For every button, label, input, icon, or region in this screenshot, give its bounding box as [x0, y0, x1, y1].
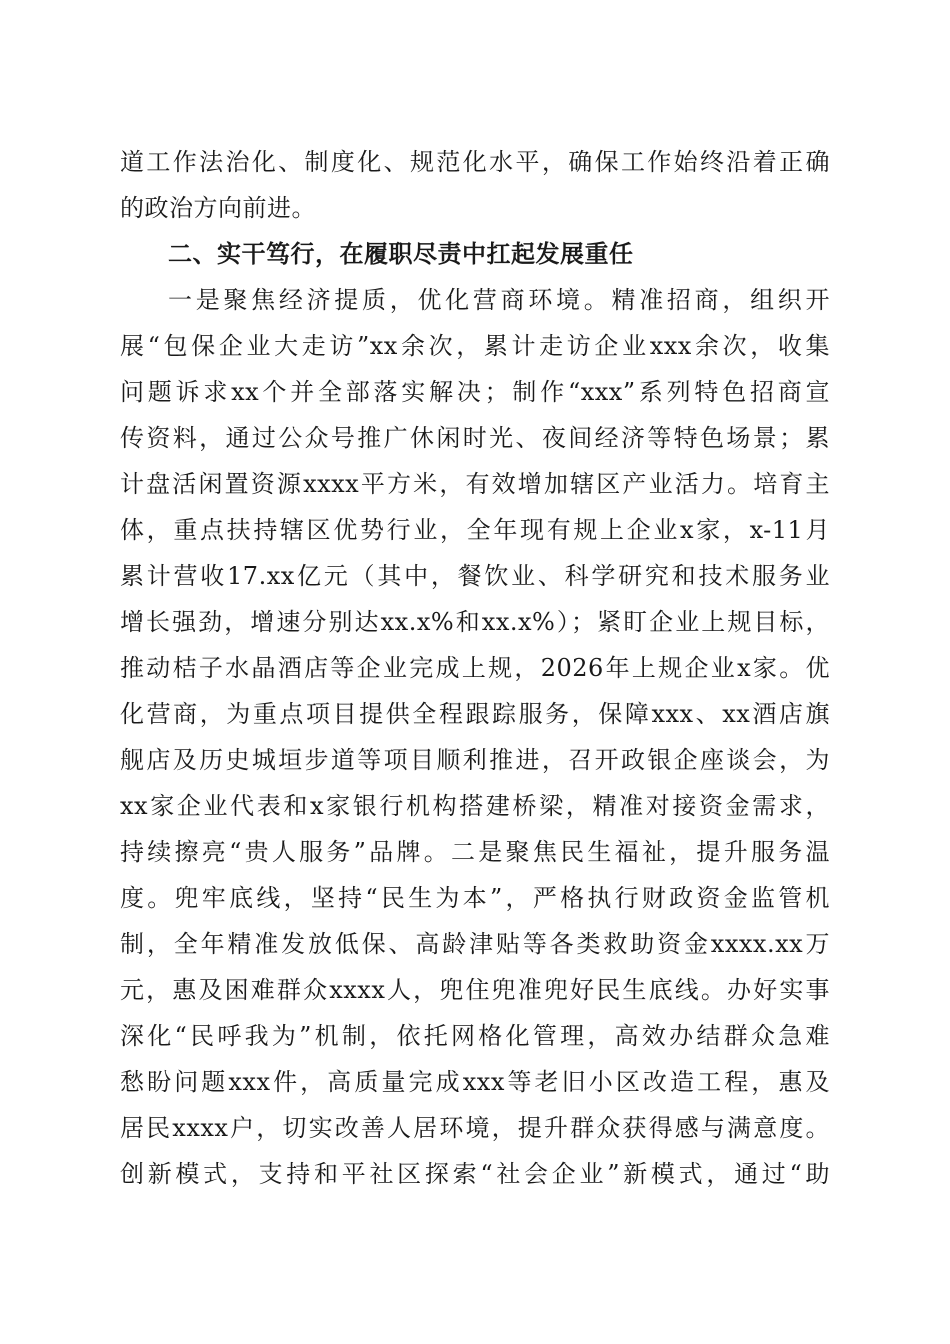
paragraph-line: 的政治方向前进。 [120, 194, 316, 222]
paragraph-line: 创新模式，支持和平社区探索“社会企业”新模式，通过“助 [120, 1160, 830, 1188]
paragraph-line: 制，全年精准发放低保、高龄津贴等各类救助资金xxxx.xx万 [120, 930, 830, 958]
paragraph-line: 计盘活闲置资源xxxx平方米，有效增加辖区产业活力。培育主 [120, 470, 830, 498]
paragraph-line: 推动桔子水晶酒店等企业完成上规，2026年上规企业x家。优 [120, 654, 830, 682]
paragraph-line: 度。兜牢底线，坚持“民生为本”，严格执行财政资金监管机 [120, 884, 830, 912]
paragraph-line: 道工作法治化、制度化、规范化水平，确保工作始终沿着正确 [120, 148, 830, 176]
section-heading: 二、实干笃行，在履职尽责中扛起发展重任 [168, 240, 634, 268]
paragraph-line: 一是聚焦经济提质，优化营商环境。精准招商，组织开 [168, 286, 830, 314]
paragraph-line: 增长强劲，增速分别达xx.x%和xx.x%）；紧盯企业上规目标， [120, 608, 830, 636]
paragraph-line: 体，重点扶持辖区优势行业，全年现有规上企业x家，x-11月 [120, 516, 830, 544]
paragraph-line: 累计营收17.xx亿元（其中，餐饮业、科学研究和技术服务业 [120, 562, 830, 590]
paragraph-line: xx家企业代表和x家银行机构搭建桥梁，精准对接资金需求， [120, 792, 830, 820]
paragraph-line: 深化“民呼我为”机制，依托网格化管理，高效办结群众急难 [120, 1022, 830, 1050]
paragraph-line: 元，惠及困难群众xxxx人，兜住兜准兜好民生底线。办好实事 [120, 976, 830, 1004]
paragraph-line: 传资料，通过公众号推广休闲时光、夜间经济等特色场景；累 [120, 424, 830, 452]
paragraph-line: 展“包保企业大走访”xx余次，累计走访企业xxx余次，收集 [120, 332, 830, 360]
paragraph-line: 舰店及历史城垣步道等项目顺利推进，召开政银企座谈会，为 [120, 746, 830, 774]
paragraph-line: 愁盼问题xxx件，高质量完成xxx等老旧小区改造工程，惠及 [120, 1068, 830, 1096]
paragraph-line: 持续擦亮“贵人服务”品牌。二是聚焦民生福祉，提升服务温 [120, 838, 830, 866]
paragraph-line: 问题诉求xx个并全部落实解决；制作“xxx”系列特色招商宣 [120, 378, 830, 406]
paragraph-line: 居民xxxx户，切实改善人居环境，提升群众获得感与满意度。 [120, 1114, 830, 1142]
paragraph-line: 化营商，为重点项目提供全程跟踪服务，保障xxx、xx酒店旗 [120, 700, 830, 728]
